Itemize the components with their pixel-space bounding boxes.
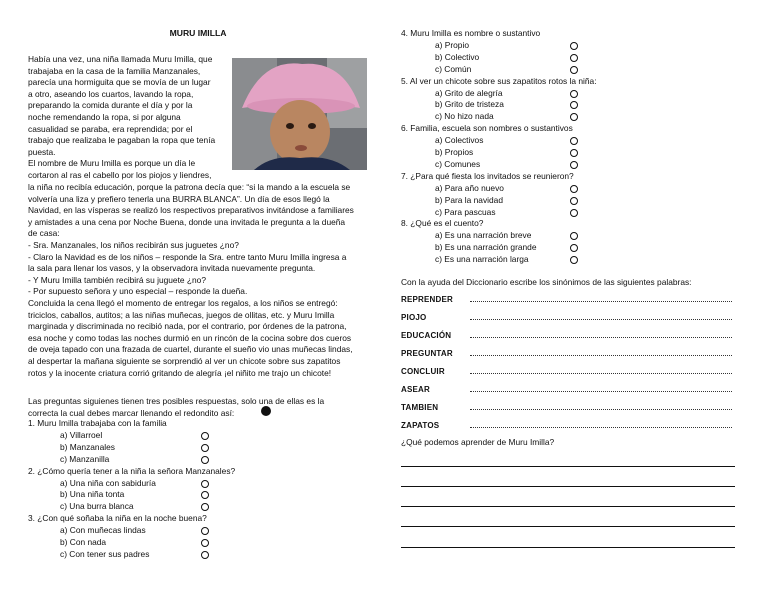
answer-option-label: a) Con muñecas lindas <box>60 525 146 536</box>
synonym-word: EDUCACIÓN <box>401 331 452 340</box>
answer-option-label: b) Propios <box>435 147 474 157</box>
story-line: El nombre de Muru Imilla es porque un día le <box>28 158 196 169</box>
story-line: la sala para llenar los vasos, y la observadora invitada nuevamente pregunta. <box>28 263 316 274</box>
reflection-question: ¿Qué podemos aprender de Muru Imilla? <box>401 437 555 447</box>
answer-option-label: c) Comunes <box>435 158 481 169</box>
synonym-word: ASEAR <box>401 385 431 394</box>
answer-option-label: c) Una burra blanca <box>60 501 134 512</box>
answer-option-label: c) Para pascuas <box>435 206 496 217</box>
question-text: 5. Al ver un chicote sobre sus zapatitos rotos la niña: <box>401 75 597 86</box>
answer-radio-a[interactable] <box>201 432 209 440</box>
instruction-line: correcta la cual debes marcar llenando el redondito así: <box>28 407 235 418</box>
question-text: 7. ¿Para qué fiesta los invitados se reunieron? <box>401 170 574 181</box>
answer-option-label: b) Una niña tonta <box>60 489 125 500</box>
story-intro <box>28 54 225 182</box>
story-title: MURU IMILLA <box>169 28 227 38</box>
story-line: de oveja tapado con una frazada de cuartel, durante el sueño vio unas muñecas lindas, <box>28 344 353 355</box>
answer-line[interactable] <box>401 506 735 507</box>
answer-option-label: a) Propio <box>435 39 469 50</box>
story-line: triciclos, caballos, autitos; a las niñas muñecas, juegos de ollitas, etc. y Muru Imilla <box>28 309 335 320</box>
question-text: 8. ¿Qué es el cuento? <box>401 218 484 229</box>
story-line: puesta. <box>28 146 56 157</box>
story-line: casualidad se paraba, era reprendida; por el <box>28 123 193 134</box>
story-line: preparando la comida durante el día y por la <box>28 100 193 111</box>
question-text: 2. ¿Cómo quería tener a la niña la señora Manzanales? <box>28 465 236 476</box>
answer-option-label: a) Una niña con sabiduría <box>60 477 156 488</box>
question-text: 4. Muru Imilla es nombre o sustantivo <box>401 28 541 38</box>
synonym-answer-line[interactable] <box>470 337 732 338</box>
story-line: de casa: <box>28 228 60 239</box>
filled-circle-example-icon <box>261 406 271 416</box>
answer-radio-a[interactable] <box>570 185 578 193</box>
answer-option-label: b) Manzanales <box>60 441 115 452</box>
answer-line[interactable] <box>401 526 735 527</box>
synonym-word: REPRENDER <box>401 295 454 304</box>
story-body <box>28 182 368 379</box>
answer-radio-a[interactable] <box>201 527 209 535</box>
answer-option-label: c) Es una narración larga <box>435 254 529 265</box>
answer-radio-a[interactable] <box>570 137 578 145</box>
question-text: 3. ¿Con qué soñaba la niña en la noche buena? <box>28 513 207 524</box>
story-line: esa noche y como todas las noches durmió en un rincón de la cocina sobre dos cueros <box>28 332 352 343</box>
question-text: 1. Muru Imilla trabajaba con la familia <box>28 418 167 428</box>
story-line: volvería una liza y prefiero tenerla una BURRA BLANCA”. Un día de esos llegó la <box>28 193 330 204</box>
story-line: cortaron al ras el cabello por los piojos y liendres, <box>28 169 212 180</box>
story-line: noche remendando la ropa, si por alguna <box>28 111 181 122</box>
story-line: - Y Muru Imilla también recibirá su juguete ¿no? <box>28 274 206 285</box>
story-line: Concluida la cena llegó el momento de entregar los regalos, a los niños se entregó: <box>28 297 338 308</box>
answer-radio-c[interactable] <box>570 66 578 74</box>
answer-option-label: c) Con tener sus padres <box>60 548 150 559</box>
answer-radio-a[interactable] <box>570 90 578 98</box>
answer-radio-c[interactable] <box>201 503 209 511</box>
answer-option-label: b) Con nada <box>60 537 107 547</box>
story-line: la niña no recibía educación, porque la patrona decía que: “si la mando a la escuela se <box>28 182 351 192</box>
story-line: trabajo que realizaba le pagaban la ropa que tenía <box>28 135 216 146</box>
answer-radio-c[interactable] <box>570 209 578 217</box>
synonym-answer-line[interactable] <box>470 301 732 302</box>
answer-option-label: a) Colectivos <box>435 135 484 146</box>
girl-photo-image <box>232 58 367 170</box>
answer-radio-a[interactable] <box>570 232 578 240</box>
answer-line[interactable] <box>401 547 735 548</box>
answer-option-label: a) Para año nuevo <box>435 182 504 193</box>
answer-option-label: b) Para la navidad <box>435 194 503 205</box>
answer-radio-a[interactable] <box>570 42 578 50</box>
story-line: y amistades a una cena por Noche Buena, donde una invitada le pregunta a la dueña <box>28 216 346 227</box>
answer-line[interactable] <box>401 466 735 467</box>
answer-radio-b[interactable] <box>201 539 209 547</box>
answer-radio-c[interactable] <box>570 161 578 169</box>
girl-photo <box>232 58 367 170</box>
synonym-word: ZAPATOS <box>401 421 440 430</box>
answer-option-label: a) Grito de alegría <box>435 87 503 98</box>
story-line: Navidad, en las vísperas se realizó los respectivos preparativos invitándose a familiares <box>28 205 354 216</box>
answer-radio-b[interactable] <box>201 491 209 499</box>
story-line: rotos y la inocente criatura corrió gritando de alegría ¡el niñito me trajo un chicote! <box>28 367 332 378</box>
synonyms-heading: Con la ayuda del Diccionario escribe los sinónimos de las siguientes palabras: <box>401 277 692 287</box>
answer-radio-c[interactable] <box>570 256 578 264</box>
synonym-answer-line[interactable] <box>470 427 732 428</box>
synonym-word: PIOJO <box>401 313 427 322</box>
answer-radio-c[interactable] <box>570 113 578 121</box>
answer-option-label: b) Grito de tristeza <box>435 99 504 110</box>
instruction-line: Las preguntas siguienes tienen tres posibles respuestas, solo una de ellas es la <box>28 396 325 406</box>
answer-option-label: c) Común <box>435 63 472 74</box>
story-line: Había una vez, una niña llamada Muru Imilla, que <box>28 54 213 64</box>
synonym-answer-line[interactable] <box>470 319 732 320</box>
story-line: a otro, aseando los cuartos, lavando la ropa, <box>28 88 194 99</box>
answer-radio-b[interactable] <box>570 244 578 252</box>
story-line: al despertar la mañana siguiente se sorprendió al ver un chicote sobre sus zapatitos <box>28 355 341 366</box>
answer-radio-b[interactable] <box>570 197 578 205</box>
answer-radio-b[interactable] <box>570 101 578 109</box>
story-line: parecía una hormiguita que se movía de un lugar <box>28 77 211 88</box>
instructions <box>28 396 368 419</box>
answer-option-label: b) Colectivo <box>435 51 480 62</box>
answer-option-label: a) Es una narración breve <box>435 230 532 241</box>
synonym-word: CONCLUIR <box>401 367 445 376</box>
synonym-word: PREGUNTAR <box>401 349 453 358</box>
story-line: - Sra. Manzanales, los niños recibirán sus juguetes ¿no? <box>28 239 239 250</box>
answer-radio-b[interactable] <box>201 444 209 452</box>
story-line: - Claro la Navidad es de los niños – responde la Sra. entre tanto Muru Imilla ingresa a <box>28 251 347 262</box>
answer-option-label: b) Es una narración grande <box>435 242 537 253</box>
question-text: 6. Familia, escuela son nombres o sustantivos <box>401 123 573 134</box>
synonym-word: TAMBIEN <box>401 403 439 412</box>
synonym-answer-line[interactable] <box>470 391 732 392</box>
answer-radio-a[interactable] <box>201 480 209 488</box>
story-line: - Por supuesto señora y uno especial – responde la dueña. <box>28 286 248 297</box>
answer-option-label: a) Villarroel <box>60 429 103 440</box>
answer-option-label: c) Manzanilla <box>60 453 110 464</box>
synonym-answer-line[interactable] <box>470 409 732 410</box>
answer-radio-c[interactable] <box>201 551 209 559</box>
answer-radio-c[interactable] <box>201 456 209 464</box>
synonym-answer-line[interactable] <box>470 355 732 356</box>
story-line: marginada y discriminada no recibió nada, por el contrario, por órdenes de la patrona, <box>28 321 347 332</box>
synonym-answer-line[interactable] <box>470 373 732 374</box>
answer-radio-b[interactable] <box>570 54 578 62</box>
answer-line[interactable] <box>401 486 735 487</box>
story-line: trabajaba en la casa de la familia Manzanales, <box>28 65 201 76</box>
answer-option-label: c) No hizo nada <box>435 111 494 122</box>
answer-radio-b[interactable] <box>570 149 578 157</box>
